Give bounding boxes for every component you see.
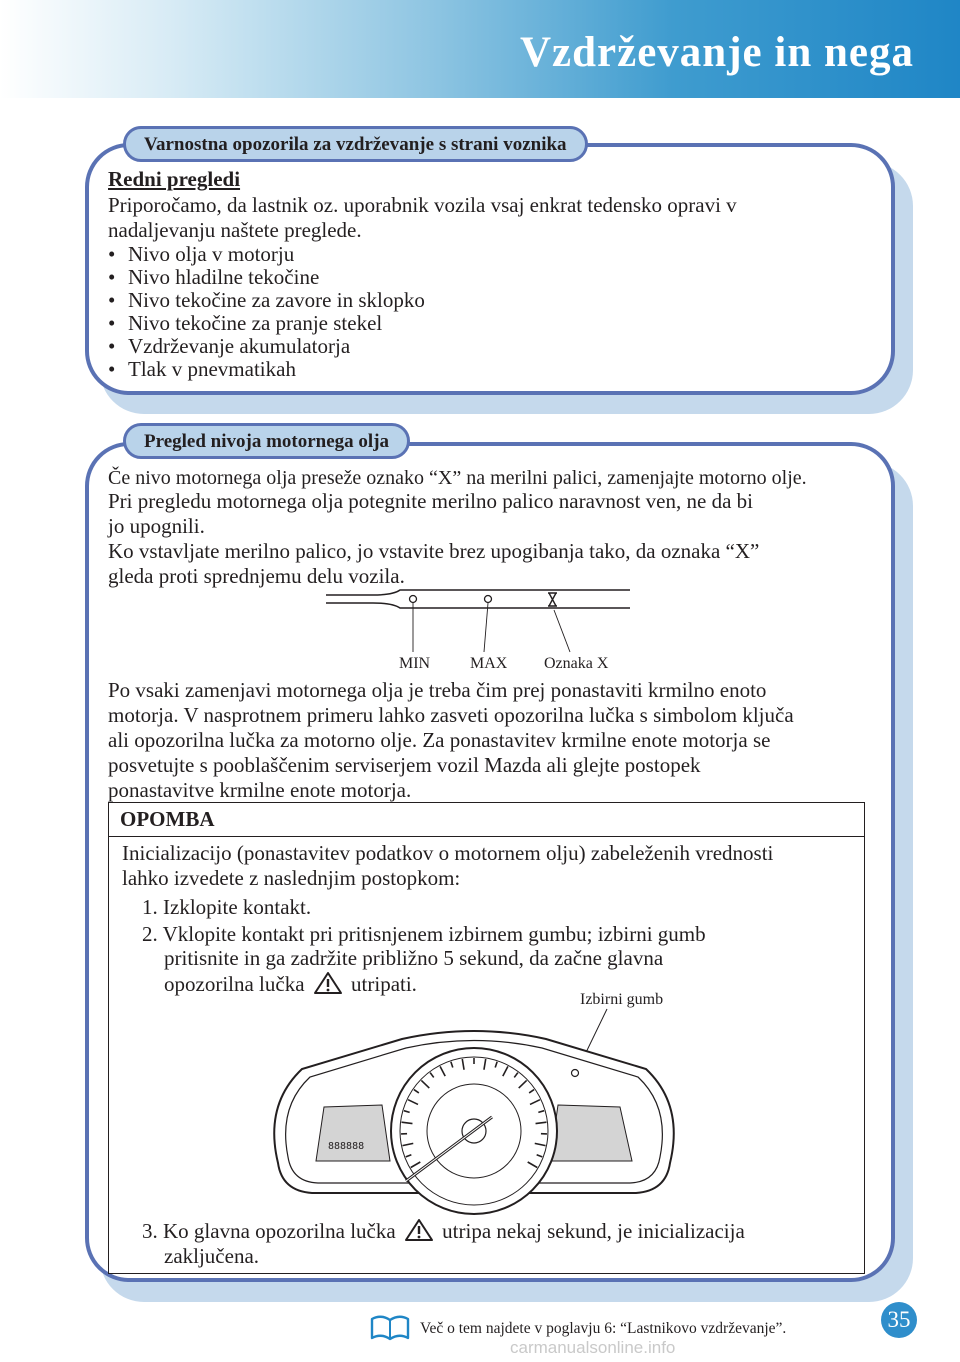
list-item: • Tlak v pnevmatikah xyxy=(108,358,425,381)
check-list xyxy=(108,243,425,381)
header-banner xyxy=(0,0,960,98)
list-item: • Nivo tekočine za pranje stekel xyxy=(108,312,425,335)
dipstick-min-mark xyxy=(410,596,417,603)
oil-paragraph-4-line: Po vsaki zamenjavi motornega olja je treba čim prej ponastaviti krmilno enoto xyxy=(108,678,767,702)
book-icon xyxy=(368,1314,412,1342)
dipstick-x-mark xyxy=(548,593,557,606)
section-tab-oil-level: Pregled nivoja motornega olja xyxy=(123,423,410,459)
oil-paragraph-3b: gleda proti sprednjemu delu vozila. xyxy=(108,564,405,588)
chapter-reference: Več o tem najdete v poglavju 6: “Lastnikovo vzdrževanje”. xyxy=(420,1320,787,1337)
note-heading: OPOMBA xyxy=(109,803,864,837)
oil-paragraph-4-line: ponastavitve krmilne enote motorja. xyxy=(108,778,412,802)
label-x-mark: Oznaka X xyxy=(544,655,609,672)
note-step-1: 1. Izklopite kontakt. xyxy=(142,895,312,919)
note-step-3a: 3. Ko glavna opozorilna lučka utripa nekaj sekund, je inicializacija xyxy=(142,1219,745,1243)
instrument-cluster-illustration xyxy=(264,985,684,1217)
intro-line-2: nadaljevanju naštete preglede. xyxy=(108,218,362,242)
oil-paragraph-4-line: motorja. V nasprotnem primeru lahko zasveti opozorilna lučka s simbolom ključa xyxy=(108,703,794,727)
watermark: carmanualsonline.info xyxy=(510,1338,676,1357)
oil-paragraph-2a: Pri pregledu motornega olja potegnite merilno palico naravnost ven, ne da bi xyxy=(108,489,753,513)
dipstick-diagram xyxy=(318,582,638,674)
page-number: 35 xyxy=(881,1302,917,1338)
note-step-3b: zaključena. xyxy=(164,1244,260,1268)
selector-button xyxy=(572,1070,579,1077)
intro-line-1: Priporočamo, da lastnik oz. uporabnik vozila vsaj enkrat tedensko opravi v xyxy=(108,193,737,217)
list-item: • Vzdrževanje akumulatorja xyxy=(108,335,425,358)
list-item: • Nivo hladilne tekočine xyxy=(108,266,425,289)
note-step-2b: pritisnite in ga zadržite približno 5 sekund, da začne glavna xyxy=(164,946,664,970)
odometer-readout: 888888 xyxy=(328,1141,365,1152)
label-max: MAX xyxy=(470,655,508,672)
page-title: Vzdrževanje in nega xyxy=(520,29,914,76)
section-tab-driver-maintenance: Varnostna opozorila za vzdrževanje s strani voznika xyxy=(123,126,588,162)
note-step-2c: opozorilna lučka utripati. xyxy=(164,972,417,996)
list-item: • Nivo tekočine za zavore in sklopko xyxy=(108,289,425,312)
oil-paragraph-2b: jo upognili. xyxy=(108,514,205,538)
warning-triangle-icon xyxy=(404,1218,434,1242)
note-step-2a: 2. Vklopite kontakt pri pritisnjenem izbirnem gumbu; izbirni gumb xyxy=(142,922,706,946)
oil-paragraph-3a: Ko vstavljate merilno palico, jo vstavite brez upogibanja tako, da oznaka “X” xyxy=(108,539,760,563)
oil-paragraph-4-line: ali opozorilna lučka za motorno olje. Za ponastavitev krmilne enote motorja se xyxy=(108,728,771,752)
oil-paragraph-4-line: posvetujte s pooblaščenim serviserjem vozil Mazda ali glejte postopek xyxy=(108,753,701,777)
label-min: MIN xyxy=(399,655,431,672)
list-item: • Nivo olja v motorju xyxy=(108,243,425,266)
oil-paragraph-1: Če nivo motornega olja preseže oznako “X” na merilni palici, zamenjajte motorno olje. xyxy=(108,467,807,489)
note-intro-2: lahko izvedete z naslednjim postopkom: xyxy=(122,866,461,890)
subheading-regular-checks: Redni pregledi xyxy=(108,167,241,191)
callout-selector-button: Izbirni gumb xyxy=(580,991,664,1008)
note-intro-1: Inicializacijo (ponastavitev podatkov o motornem olju) zabeleženih vrednosti xyxy=(122,841,774,865)
dipstick-max-mark xyxy=(485,596,492,603)
